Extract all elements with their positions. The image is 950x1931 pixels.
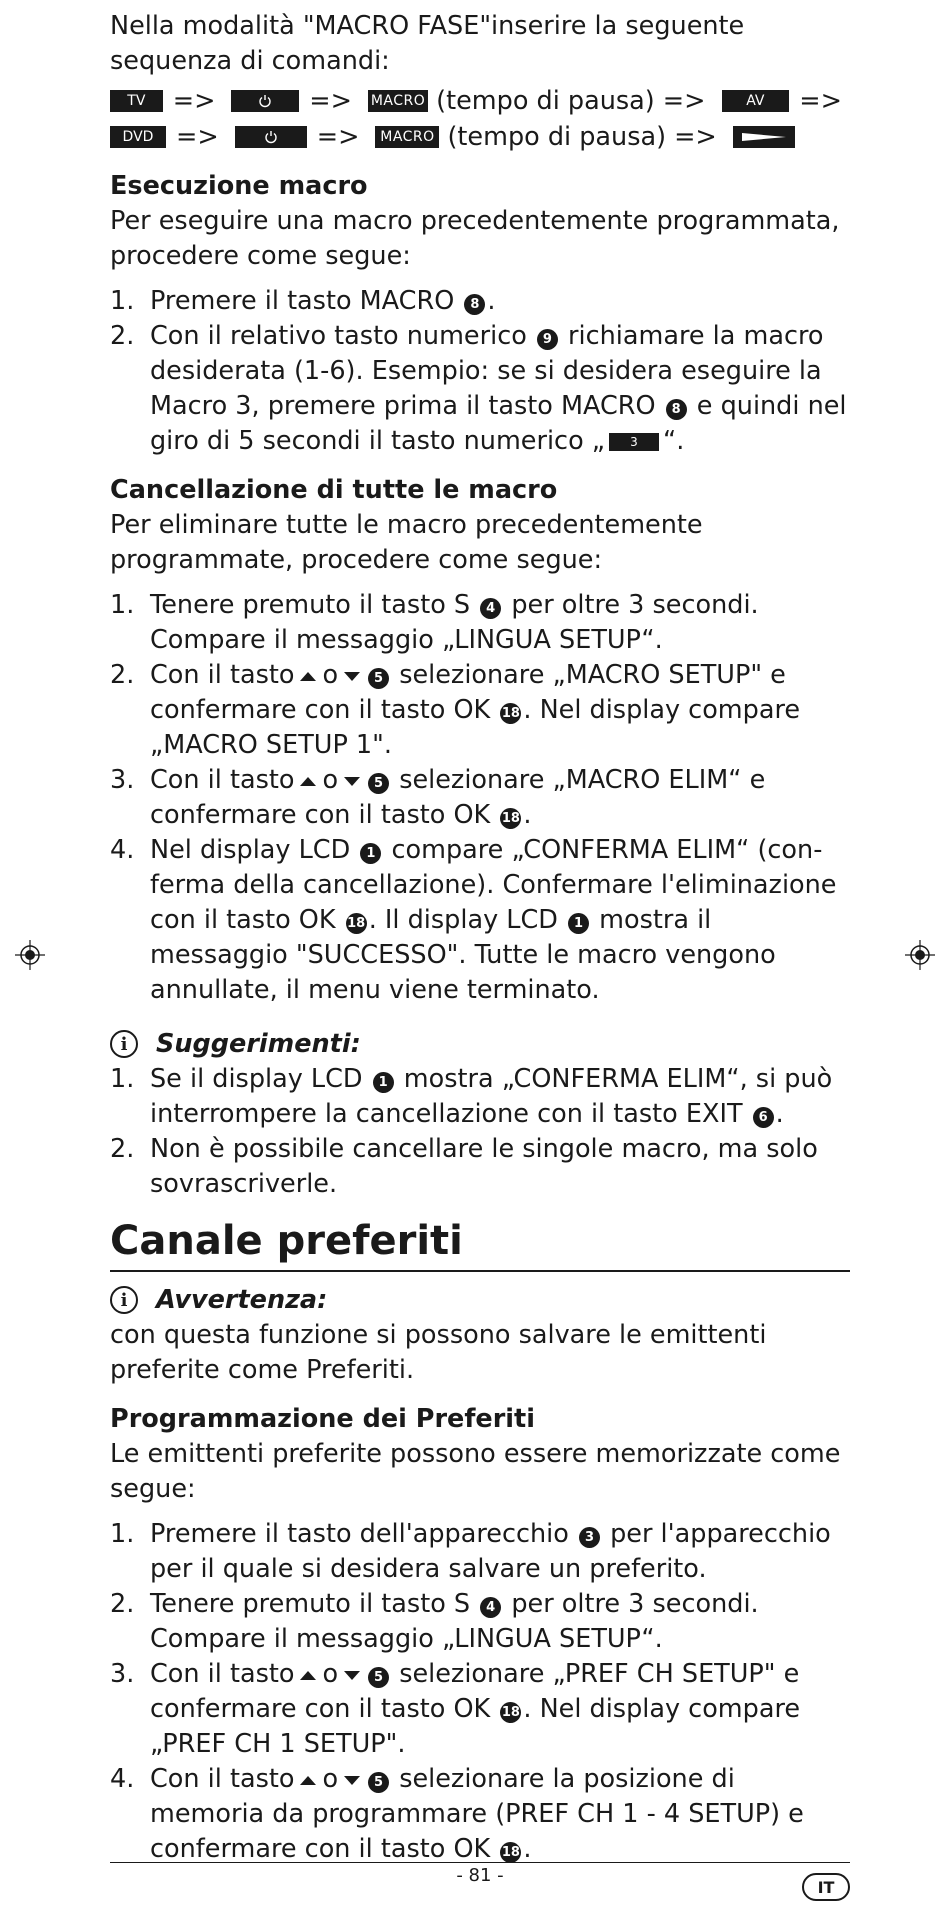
page-number: - 81 -: [456, 1865, 504, 1886]
number-3-key: 3: [609, 433, 659, 451]
step-number: 4.: [110, 835, 135, 865]
play-icon: [742, 131, 786, 143]
step-text: selezionare „PREF CH SETUP" e confermare con il tasto OK: [150, 1659, 800, 1724]
prog-intro: Le emittenti preferite possono essere memorizzate come segue:: [110, 1439, 841, 1504]
macro-key: MACRO: [375, 126, 439, 148]
step-text: Premere il tasto dell'apparecchio: [150, 1519, 569, 1549]
step-number: 2.: [110, 1134, 135, 1164]
ref-badge: 8: [464, 294, 485, 315]
step-text: selezionare „MACRO SETUP" e confermare con il tasto OK: [150, 660, 786, 725]
step-text: selezionare „MACRO ELIM“ e confermare con il tasto OK: [150, 765, 766, 830]
info-icon: i: [110, 1030, 138, 1058]
list-item: [110, 588, 850, 658]
step-text: Con il relativo tasto numerico: [150, 321, 527, 351]
ref-badge: 5: [368, 1772, 389, 1793]
ref-badge: 1: [360, 843, 381, 864]
step-number: 4.: [110, 1764, 135, 1794]
step-number: 2.: [110, 1589, 135, 1619]
page-content: [110, 0, 850, 1867]
step-text: Premere il tasto MACRO: [150, 286, 455, 316]
step-text: o: [322, 660, 339, 690]
step-text: mostra „CONFERMA ELIM“, si può interrompere la cancellazione con il tasto EXIT: [150, 1064, 833, 1129]
list-item: [110, 1762, 850, 1867]
step-text: . Nel display compare „PREF CH 1 SETUP".: [150, 1694, 801, 1759]
warning-text: con questa funzione si possono salvare le emittenti preferite come Preferiti.: [110, 1320, 767, 1385]
step-number: 1.: [110, 590, 135, 620]
registration-mark-icon: [905, 940, 935, 970]
step-text: per l'apparecchio per il quale si desidera salvare un preferito.: [150, 1519, 831, 1584]
av-key: AV: [722, 90, 790, 112]
tips-header: [110, 1026, 850, 1062]
ref-badge: 6: [753, 1107, 774, 1128]
list-item: [110, 763, 850, 833]
ref-badge: 9: [537, 329, 558, 350]
page-footer: [110, 1862, 850, 1897]
cancel-title: Cancellazione di tutte le macro: [110, 475, 558, 505]
step-number: 2.: [110, 660, 135, 690]
ref-badge: 18: [346, 913, 367, 934]
pause-text: (tempo di pausa): [447, 122, 667, 152]
step-text: . Il display LCD: [368, 905, 558, 935]
arrow-up-icon: [300, 777, 316, 786]
step-text: Con il tasto: [150, 660, 295, 690]
section-heading: Canale preferiti: [110, 1216, 850, 1272]
list-item: [110, 1517, 850, 1587]
arrow-up-icon: [300, 1671, 316, 1680]
step-text: “.: [663, 426, 685, 456]
prog-title: Programmazione dei Preferiti: [110, 1404, 535, 1434]
step-text: Con il tasto: [150, 1659, 295, 1689]
tv-key: TV: [110, 90, 163, 112]
step-text: per oltre 3 secondi. Compare il messaggio „LINGUA SETUP“.: [150, 1589, 759, 1654]
step-text: .: [523, 800, 532, 830]
arrow-down-icon: [344, 672, 360, 681]
ref-badge: 8: [666, 399, 687, 420]
step-text: o: [322, 765, 339, 795]
arrow-text: =>: [674, 122, 717, 152]
list-item: [110, 1132, 850, 1202]
step-text: o: [322, 1659, 339, 1689]
cancel-intro: Per eliminare tutte le macro precedentemente programmate, procedere come segue:: [110, 510, 703, 575]
cancel-steps: [110, 588, 850, 1008]
step-number: 1.: [110, 1064, 135, 1094]
list-item: [110, 1587, 850, 1657]
tips-title: Suggerimenti:: [156, 1029, 361, 1059]
step-text: richiamare la macro desiderata (1-6). Esempio: se si desidera eseguire la Macro 3, premere prima il tasto MACRO: [150, 321, 824, 421]
ref-badge: 18: [500, 808, 521, 829]
ref-badge: 4: [480, 1597, 501, 1618]
play-key: [733, 126, 795, 148]
ref-badge: 5: [368, 773, 389, 794]
arrow-up-icon: [300, 1776, 316, 1785]
warning-header: [110, 1282, 850, 1318]
step-number: 1.: [110, 286, 135, 316]
step-text: . Nel display compare „MACRO SETUP 1".: [150, 695, 801, 760]
step-text: .: [487, 286, 496, 316]
step-text: Nel display LCD: [150, 835, 351, 865]
list-item: [110, 833, 850, 1008]
list-item: [110, 658, 850, 763]
arrow-down-icon: [344, 777, 360, 786]
step-text: Tenere premuto il tasto S: [150, 590, 471, 620]
key-sequence-tv: [110, 83, 850, 119]
power-icon: [258, 94, 272, 108]
power-icon: [264, 130, 278, 144]
ref-badge: 5: [368, 668, 389, 689]
step-text: Non è possibile cancellare le singole macro, ma solo sovrascriverle.: [150, 1134, 818, 1199]
step-text: Se il display LCD: [150, 1064, 363, 1094]
key-sequence-dvd: [110, 119, 850, 155]
step-text: o: [322, 1764, 339, 1794]
dvd-key: DVD: [110, 126, 166, 148]
prog-steps: [110, 1517, 850, 1867]
ref-badge: 18: [500, 703, 521, 724]
info-icon: i: [110, 1286, 138, 1314]
list-item: [110, 1062, 850, 1132]
ref-badge: 18: [500, 1842, 521, 1863]
list-item: [110, 319, 850, 459]
ref-badge: 3: [579, 1527, 600, 1548]
step-text: e quindi nel giro di 5 secondi il tasto numerico „: [150, 391, 847, 456]
ref-badge: 1: [568, 913, 589, 934]
step-number: 3.: [110, 1659, 135, 1689]
intro-text: Nella modalità "MACRO FASE"inserire la seguente sequenza di comandi:: [110, 11, 745, 76]
arrow-text: =>: [799, 86, 842, 116]
ref-badge: 4: [480, 598, 501, 619]
arrow-down-icon: [344, 1671, 360, 1680]
exec-title: Esecuzione macro: [110, 171, 368, 201]
step-text: selezionare la posizione di memoria da programmare (PREF CH 1 - 4 SETUP) e confermare con il tasto OK: [150, 1764, 804, 1864]
arrow-text: =>: [662, 86, 706, 116]
arrow-text: =>: [316, 122, 360, 152]
step-text: Con il tasto: [150, 765, 295, 795]
step-text: mostra il messaggio "SUCCESSO". Tutte le macro vengono annullate, il menu viene terminato.: [150, 905, 776, 1005]
arrow-text: =>: [309, 86, 352, 116]
step-number: 1.: [110, 1519, 135, 1549]
pause-text: (tempo di pausa): [436, 86, 655, 116]
macro-key: MACRO: [368, 90, 428, 112]
step-number: 3.: [110, 765, 135, 795]
step-number: 2.: [110, 321, 135, 351]
step-text: .: [775, 1099, 784, 1129]
ref-badge: 1: [373, 1072, 394, 1093]
list-item: [110, 1657, 850, 1762]
arrow-text: =>: [176, 122, 219, 152]
step-text: compare „CONFERMA ELIM“ (conferma della cancellazione). Confermare l'eliminazione con il tasto OK: [150, 835, 837, 935]
registration-mark-icon: [15, 940, 45, 970]
ref-badge: 18: [500, 1702, 521, 1723]
arrow-text: =>: [172, 86, 216, 116]
power-key: [235, 126, 307, 148]
list-item: [110, 284, 850, 319]
tips-list: [110, 1062, 850, 1202]
arrow-up-icon: [300, 672, 316, 681]
ref-badge: 5: [368, 1667, 389, 1688]
step-text: .: [523, 1834, 532, 1864]
step-text: Con il tasto: [150, 1764, 295, 1794]
exec-steps: [110, 284, 850, 459]
warning-title: Avvertenza:: [156, 1285, 328, 1315]
power-key: [231, 90, 299, 112]
step-text: Tenere premuto il tasto S: [150, 1589, 471, 1619]
language-badge: IT: [802, 1873, 850, 1901]
step-text: per oltre 3 secondi. Compare il messaggio „LINGUA SETUP“.: [150, 590, 759, 655]
exec-intro: Per eseguire una macro precedentemente programmata, procedere come segue:: [110, 206, 840, 271]
arrow-down-icon: [344, 1776, 360, 1785]
